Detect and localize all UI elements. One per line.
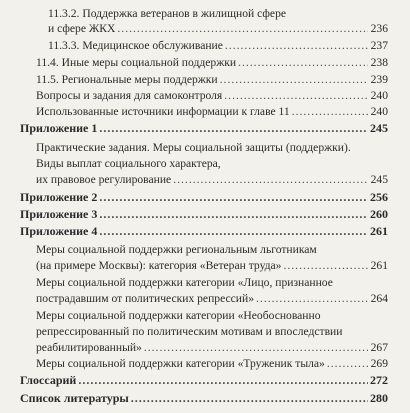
toc-entry-11-3-2 (0, 6, 388, 21)
dot-leader (99, 224, 368, 239)
toc-entry-text: Приложение 4 (20, 224, 98, 238)
toc-page-number: 261 (370, 259, 388, 272)
toc-entry-text: Приложение 3 (20, 207, 98, 221)
toc-page-number: 256 (370, 190, 388, 204)
toc-entry-sources (0, 104, 388, 119)
toc-entry-appendix-2 (0, 190, 388, 205)
toc-entry-text: Меры социальной поддержки категории «Лицо, признанное (36, 276, 333, 289)
toc-entry-text: реабилитированный» (36, 341, 142, 354)
toc-entry-11-4 (0, 55, 388, 70)
toc-entry-text: Практические задания. Меры социальной защиты (поддержки). (36, 141, 351, 154)
toc-page-number: 261 (370, 224, 388, 238)
toc-entry-appendix-4 (0, 224, 388, 239)
toc-entry-practical-tasks-last (0, 172, 388, 187)
toc-entry-text: Меры социальной поддержки категории «Необоснованно (36, 309, 321, 322)
toc-entry-text: Приложение 1 (20, 121, 98, 135)
toc-entry-repression-victim (0, 275, 388, 290)
toc-entry-11-3-3 (0, 38, 388, 53)
toc-entry-glossary (0, 373, 388, 388)
toc-entry-text: Меры социальной поддержки региональным льготникам (36, 243, 317, 256)
toc-page-number: 267 (370, 341, 388, 354)
dot-leader (283, 258, 368, 273)
toc-page-number: 264 (370, 292, 388, 305)
toc-entry-text: Виды выплат социального характера, (36, 157, 221, 170)
toc-page-number: 236 (370, 22, 388, 35)
toc-page-number: 239 (370, 73, 388, 86)
dot-leader (99, 207, 368, 222)
toc-entry-home-front-worker (0, 356, 388, 371)
dot-leader (220, 72, 368, 87)
dot-leader (173, 172, 368, 187)
toc-entry-text: (на примере Москвы): категория «Ветеран труда» (36, 259, 282, 272)
dot-leader (99, 190, 368, 205)
dot-leader (99, 121, 368, 136)
toc-entry-11-5 (0, 72, 388, 87)
dot-leader (224, 88, 368, 103)
toc-entry-text: 11.3.2. Поддержка ветеранов в жилищной сфере (48, 7, 287, 20)
dot-leader (292, 104, 368, 119)
toc-entry-veteran-labor (0, 242, 388, 257)
dot-leader (131, 391, 368, 406)
toc-entry-repression-victim-last (0, 291, 388, 306)
toc-entry-text: репрессированный по политическим мотивам и впоследствии (36, 325, 343, 338)
dot-leader (327, 356, 368, 371)
dot-leader (117, 21, 368, 36)
toc-entry-text: и сфере ЖКХ (48, 22, 116, 35)
toc-entry-text: Приложение 2 (20, 190, 98, 204)
toc-page-number: 272 (370, 373, 388, 387)
toc-entry-text: пострадавшим от политических репрессий» (36, 292, 255, 305)
toc-entry-text: Вопросы и задания для самоконтроля (36, 89, 223, 102)
toc-page-number: 245 (370, 121, 388, 135)
toc-entry-bibliography (0, 391, 388, 406)
toc-entry-text: 11.5. Региональные меры поддержки (36, 73, 218, 86)
dot-leader (144, 340, 368, 355)
toc-entry-text: Использованные источники информации к главе 11 (36, 105, 290, 118)
toc-entry-questions (0, 88, 388, 103)
toc-entry-text: Глоссарий (20, 373, 77, 387)
toc-entry-text: 11.3.3. Медицинское обслуживание (48, 39, 223, 52)
dot-leader (238, 55, 368, 70)
toc-entry-appendix-3 (0, 207, 388, 222)
toc-entry-rehabilitated (0, 308, 388, 323)
toc-entry-appendix-1 (0, 121, 388, 136)
toc-page-number: 240 (370, 89, 388, 102)
toc-page-number: 280 (370, 391, 388, 405)
toc-entry-rehabilitated-line2 (0, 324, 388, 339)
toc-entry-text: Меры социальной поддержки категории «Труженик тыла» (36, 357, 325, 370)
toc-page-number: 269 (370, 357, 388, 370)
toc-entry-text: их правовое регулирование (36, 173, 172, 186)
toc-entry-practical-tasks (0, 140, 388, 155)
toc-page-number: 238 (370, 56, 388, 69)
dot-leader (78, 373, 368, 388)
toc-entry-text: Список литературы (20, 391, 129, 405)
toc-page-number: 240 (370, 105, 388, 118)
toc-entry-rehabilitated-last (0, 340, 388, 355)
toc-page-number: 237 (370, 39, 388, 52)
dot-leader (225, 38, 368, 53)
dot-leader (256, 291, 368, 306)
toc-entry-11-3-2-last (0, 21, 388, 36)
toc-page-number: 245 (370, 173, 388, 186)
toc-entry-text: 11.4. Иные меры социальной поддержки (36, 56, 237, 69)
toc-page-number: 260 (370, 207, 388, 221)
toc-entry-practical-tasks-line2 (0, 156, 388, 171)
toc-entry-veteran-labor-last (0, 258, 388, 273)
